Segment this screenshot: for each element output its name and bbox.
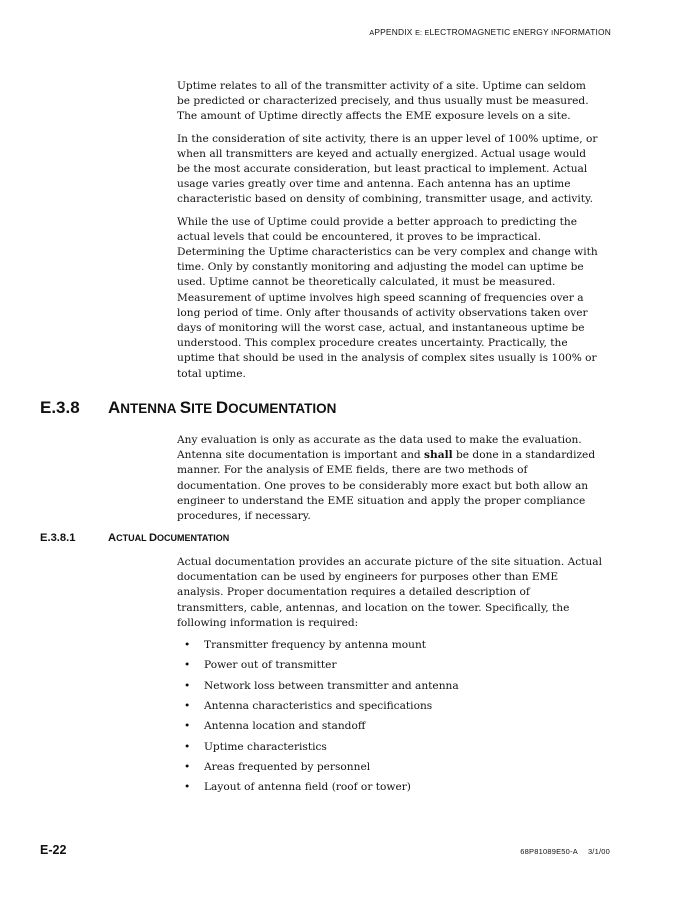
list-item: • Antenna characteristics and specifications <box>177 699 602 714</box>
document-date: 3/1/00 <box>587 847 610 856</box>
paragraph: Actual documentation provides an accurate picture of the site situation. Actual documentation can be used by engineers for purposes other than EME analysis. Proper documentation requires a detailed description of transmitters, cable, antennas, and location on the tower. Specifically, the following information is required: <box>177 556 602 629</box>
intro-text <box>177 79 602 389</box>
page-number: E-22 <box>40 843 67 857</box>
running-head-word: INFORMATION <box>551 27 611 37</box>
bullet-icon: • <box>184 679 191 692</box>
paragraph: Any evaluation is only as accurate as the data used to make the evaluation. Antenna site documentation is important and shall be done in a standardized manner. For the analysis of EME fields, there are two methods of documentation. One proves to be considerably more exact but both allow an engineer to understand the EME situation and apply the proper compliance procedures, if necessary. <box>177 434 596 523</box>
list-item: • Network loss between transmitter and antenna <box>177 679 602 694</box>
paragraph: While the use of Uptime could provide a better approach to predicting the actual levels that could be encountered, it proves to be impractical. Determining the Uptime characteristics can be very complex and change with time. Only by constantly monitoring and adjusting the model can uptime be used. Uptime cannot be theoretically calculated, it must be measured. Measurement of uptime involves high speed scanning of frequencies over a long period of time. Only after thousands of activity observations taken over days of monitoring will the worst case, actual, and instantaneous uptime be understood. This complex procedure creates uncertainty. Practically, the uptime that should be used in the analysis of complex sites usually is 100% or total uptime. <box>177 215 598 380</box>
required-info-list <box>177 638 602 795</box>
running-head <box>369 27 611 37</box>
list-item: • Antenna location and standoff <box>177 719 602 734</box>
emphasis: shall <box>424 449 453 462</box>
bullet-icon: • <box>184 720 191 733</box>
paragraph: Uptime relates to all of the transmitter activity of a site. Uptime can seldom be predicted or characterized precisely, and thus usually must be measured. The amount of Uptime directly affects the EME exposure levels on a site. <box>177 80 589 123</box>
bullet-icon: • <box>184 699 191 712</box>
running-head-word: E: ELECTROMAGNETIC <box>415 27 513 37</box>
bullet-icon: • <box>184 659 191 672</box>
subsection-number: E.3.8.1 <box>40 532 76 544</box>
section-number: E.3.8 <box>40 398 80 417</box>
list-item: • Areas frequented by personnel <box>177 760 602 775</box>
running-head-word: ENERGY <box>512 27 552 37</box>
bullet-icon: • <box>184 639 191 652</box>
list-item: • Transmitter frequency by antenna mount <box>177 638 602 653</box>
subsection-title: ACTUAL DOCUMENTATION <box>108 532 230 544</box>
document-number: 68P81089E50-A <box>520 847 578 856</box>
section-title: ANTENNA SITE DOCUMENTATION <box>108 398 337 417</box>
running-head-word: APPENDIX <box>369 27 416 37</box>
list-item: • Layout of antenna field (roof or tower) <box>177 780 602 795</box>
bullet-icon: • <box>184 760 191 773</box>
list-item: • Uptime characteristics <box>177 740 602 755</box>
list-item: • Power out of transmitter <box>177 658 602 673</box>
bullet-icon: • <box>184 740 191 753</box>
footer-doc-info <box>520 847 610 856</box>
section-e38-text <box>177 433 602 531</box>
bullet-icon: • <box>184 781 191 794</box>
paragraph: In the consideration of site activity, there is an upper level of 100% uptime, or when all transmitters are keyed and actually energized. Actual usage would be the most accurate consideration, but least practical to implement. Actual usage varies greatly over time and antenna. Each antenna has an uptime characteristic based on density of combining, transmitter usage, and activity. <box>177 132 598 206</box>
section-e381-text <box>177 555 602 800</box>
